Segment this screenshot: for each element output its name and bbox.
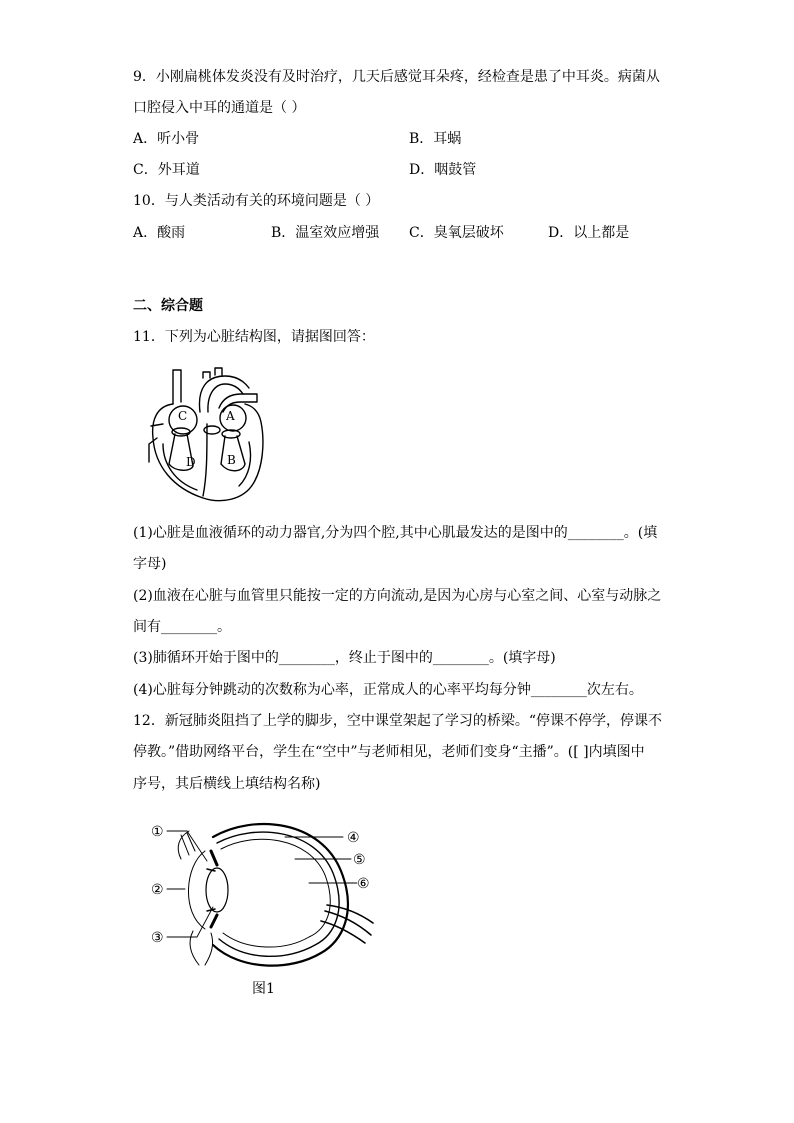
eye-label-3: ③ (151, 930, 164, 946)
q9-option-c: C．外耳道 (133, 162, 200, 178)
q10-option-b: B．温室效应增强 (271, 225, 380, 241)
eye-label-2: ② (151, 882, 164, 898)
eye-label-1: ① (151, 824, 164, 840)
q9-line2: 口腔侵入中耳的通道是（ ） (133, 100, 306, 116)
heart-diagram (145, 364, 270, 509)
q11-sub2-line1: (2)血液在心脏与血管里只能按一定的方向流动,是因为心房与心室之间、心室与动脉之 (133, 588, 662, 604)
q11-sub1-line2: 字母) (133, 556, 167, 572)
q10-line1: 10．与人类活动有关的环境问题是（ ） (133, 193, 380, 209)
figure-caption: 图1 (252, 981, 275, 997)
heart-label-b: B (227, 453, 236, 467)
eye-label-5: ⑤ (353, 852, 366, 868)
q10-option-d: D．以上都是 (548, 225, 630, 241)
heart-label-c: C (178, 409, 188, 423)
heart-label-d: D (186, 455, 196, 469)
q10-option-a: A．酸雨 (133, 225, 186, 241)
q11-sub3: (3)肺循环开始于图中的________，终止于图中的________。(填字母) (133, 650, 556, 666)
eye-label-4: ④ (347, 830, 360, 846)
q11-sub2-line2: 间有________。 (133, 619, 231, 635)
q12-line3: 序号，其后横线上填结构名称) (133, 776, 321, 792)
q11-line1: 11．下列为心脏结构图，请据图回答： (133, 329, 375, 345)
q10-option-c: C．臭氧层破坏 (409, 225, 504, 241)
section-title: 二、综合题 (133, 298, 203, 314)
q11-sub1-line1: (1)心脏是血液循环的动力器官,分为四个腔,其中心肌最发达的是图中的________。(填 (133, 525, 658, 541)
eye-diagram (145, 815, 375, 985)
q12-line2: 停教。”借助网络平台，学生在“空中”与老师相见，老师们变身“主播”。([ ]内填图中 (133, 744, 645, 760)
q9-option-b: B．耳蜗 (409, 131, 462, 147)
q9-option-a: A．听小骨 (133, 131, 200, 147)
q12-line1: 12．新冠肺炎阻挡了上学的脚步，空中课堂架起了学习的桥梁。“停课不停学，停课不 (133, 713, 662, 729)
heart-label-a: A (226, 409, 235, 423)
q11-sub4: (4)心脏每分钟跳动的次数称为心率，正常成人的心率平均每分钟________次左右。 (133, 682, 643, 698)
q9-line1: 9．小刚扁桃体发炎没有及时治疗，几天后感觉耳朵疼，经检查是患了中耳炎。病菌从 (133, 69, 660, 85)
eye-label-6: ⑥ (357, 876, 370, 892)
q9-option-d: D．咽鼓管 (409, 162, 477, 178)
